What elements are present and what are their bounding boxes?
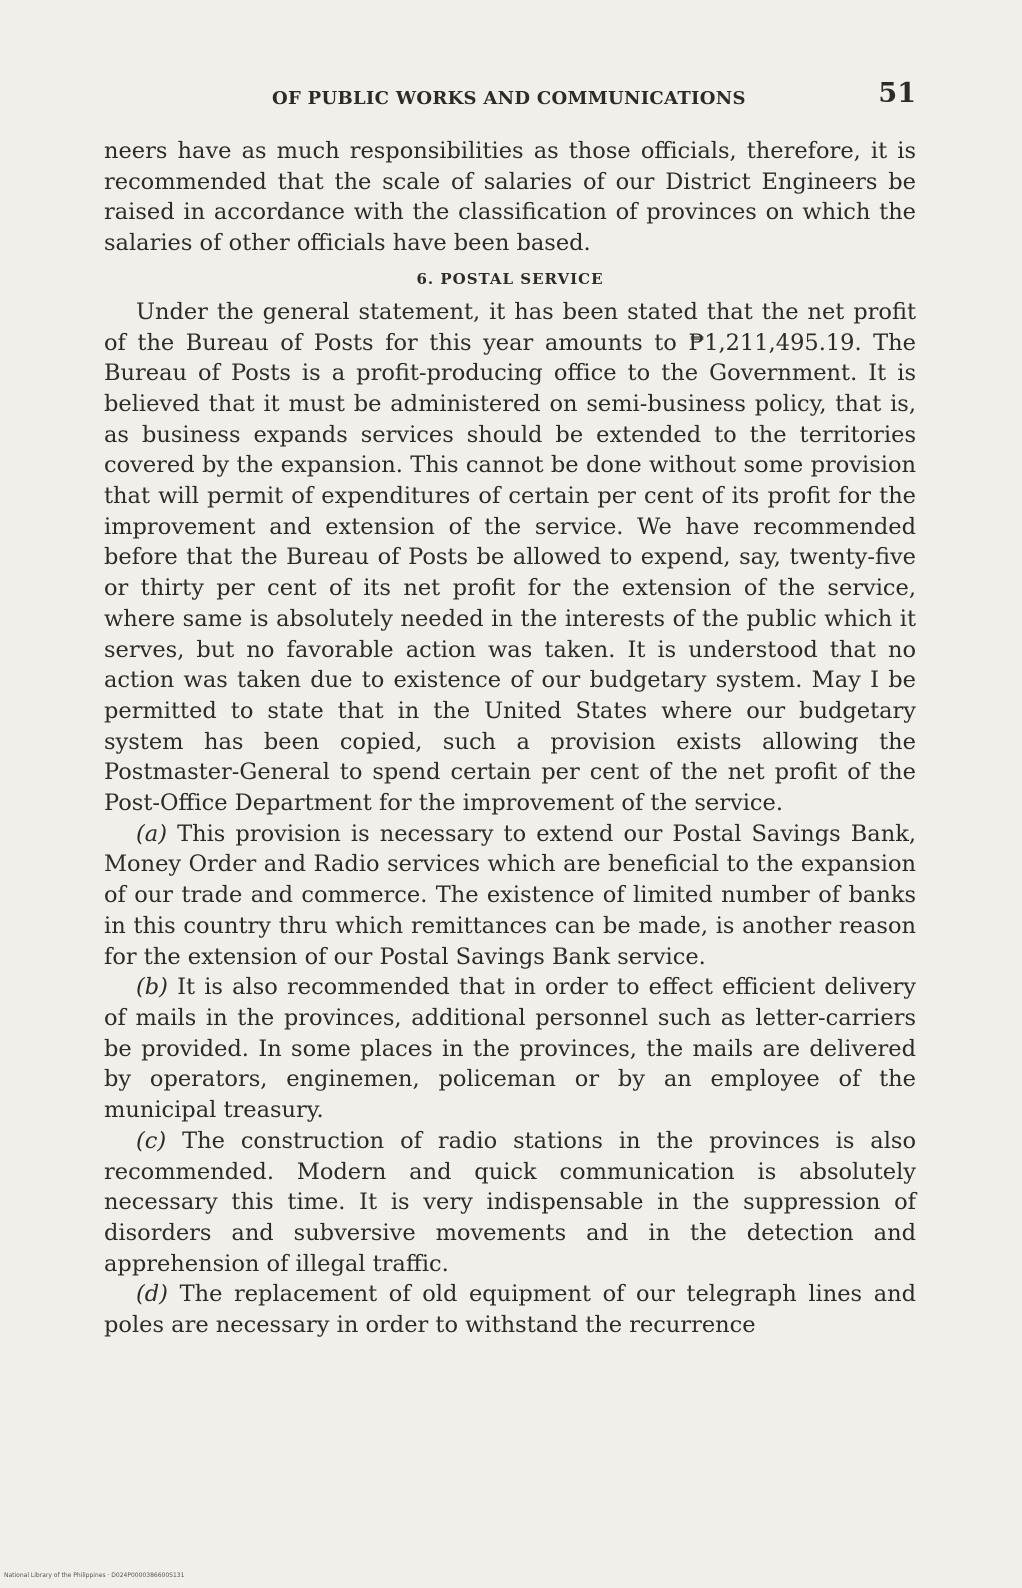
page-number: 51 <box>878 78 916 109</box>
item-letter: (a) <box>136 820 167 847</box>
item-text: The replacement of old equipment of our telegraph lines and poles are necessary in order to withstand the recurrence <box>104 1281 917 1339</box>
paragraph-postal-service: Under the general statement, it has been stated that the net profit of the Bureau of Posts for this year amounts to ₱1,211,495.19. The Bureau of Posts is a profit-producing office to the Government. It is believed that it must be administered on semi-business policy, that is, as business expands services should be extended to the territories covered by the expansion. This cannot be done without some provision that will permit of expenditures of certain per cent of its profit for the improvement and extension of the service. We have recommended before that the Bureau of Posts be allowed to expend, say, twenty-five or thirty per cent of its net profit for the extension of the service, where same is absolutely needed in the interests of the public which it serves, but no favorable action was taken. It is understood that no action was taken due to existence of our budgetary system. May I be permitted to state that in the United States where our budgetary system has been copied, such a provision exists allowing the Postmaster-General to spend certain per cent of the net profit of the Post-Office Department for the improvement of the service. <box>104 298 916 817</box>
running-head: OF PUBLIC WORKS AND COMMUNICATIONS <box>272 88 746 109</box>
item-text: The construction of radio stations in the provinces is also recommended. Modern and quick communication is absolutely necessary this time. It is very indispensable in the suppression of disorders and subversive movements and in the detection and apprehension of illegal traffic. <box>104 1127 917 1277</box>
list-item-d <box>104 1279 916 1340</box>
item-text: This provision is necessary to extend our Postal Savings Bank, Money Order and Radio services which are beneficial to the expansion of our trade and commerce. The existence of limited number of banks in this country thru which remittances can be made, is another reason for the extension of our Postal Savings Bank service. <box>104 820 916 970</box>
paragraph-continued: neers have as much responsibilities as those officials, therefore, it is recommended that the scale of salaries of our District Engineers be raised in accordance with the classification of provinces on which the salaries of other officials have been based. <box>104 138 916 257</box>
page-header <box>104 78 916 118</box>
page-body <box>104 136 916 1341</box>
list-item-c <box>104 1126 916 1280</box>
item-letter: (b) <box>136 974 168 1001</box>
item-text: It is also recommended that in order to effect efficient delivery of mails in the provinces, additional personnel such as letter-carriers be provided. In some places in the provinces, the mails are delivered by operators, enginemen, policeman or by an employee of the municipal treasury. <box>104 974 916 1124</box>
item-letter: (d) <box>136 1281 168 1308</box>
list-item-b <box>104 972 916 1126</box>
item-letter: (c) <box>136 1127 167 1154</box>
section-heading: 6. POSTAL SERVICE <box>416 269 604 288</box>
list-item-a <box>104 819 916 973</box>
library-stamp: National Library of the Philippines · D024P0000386600S131 <box>4 1572 185 1579</box>
